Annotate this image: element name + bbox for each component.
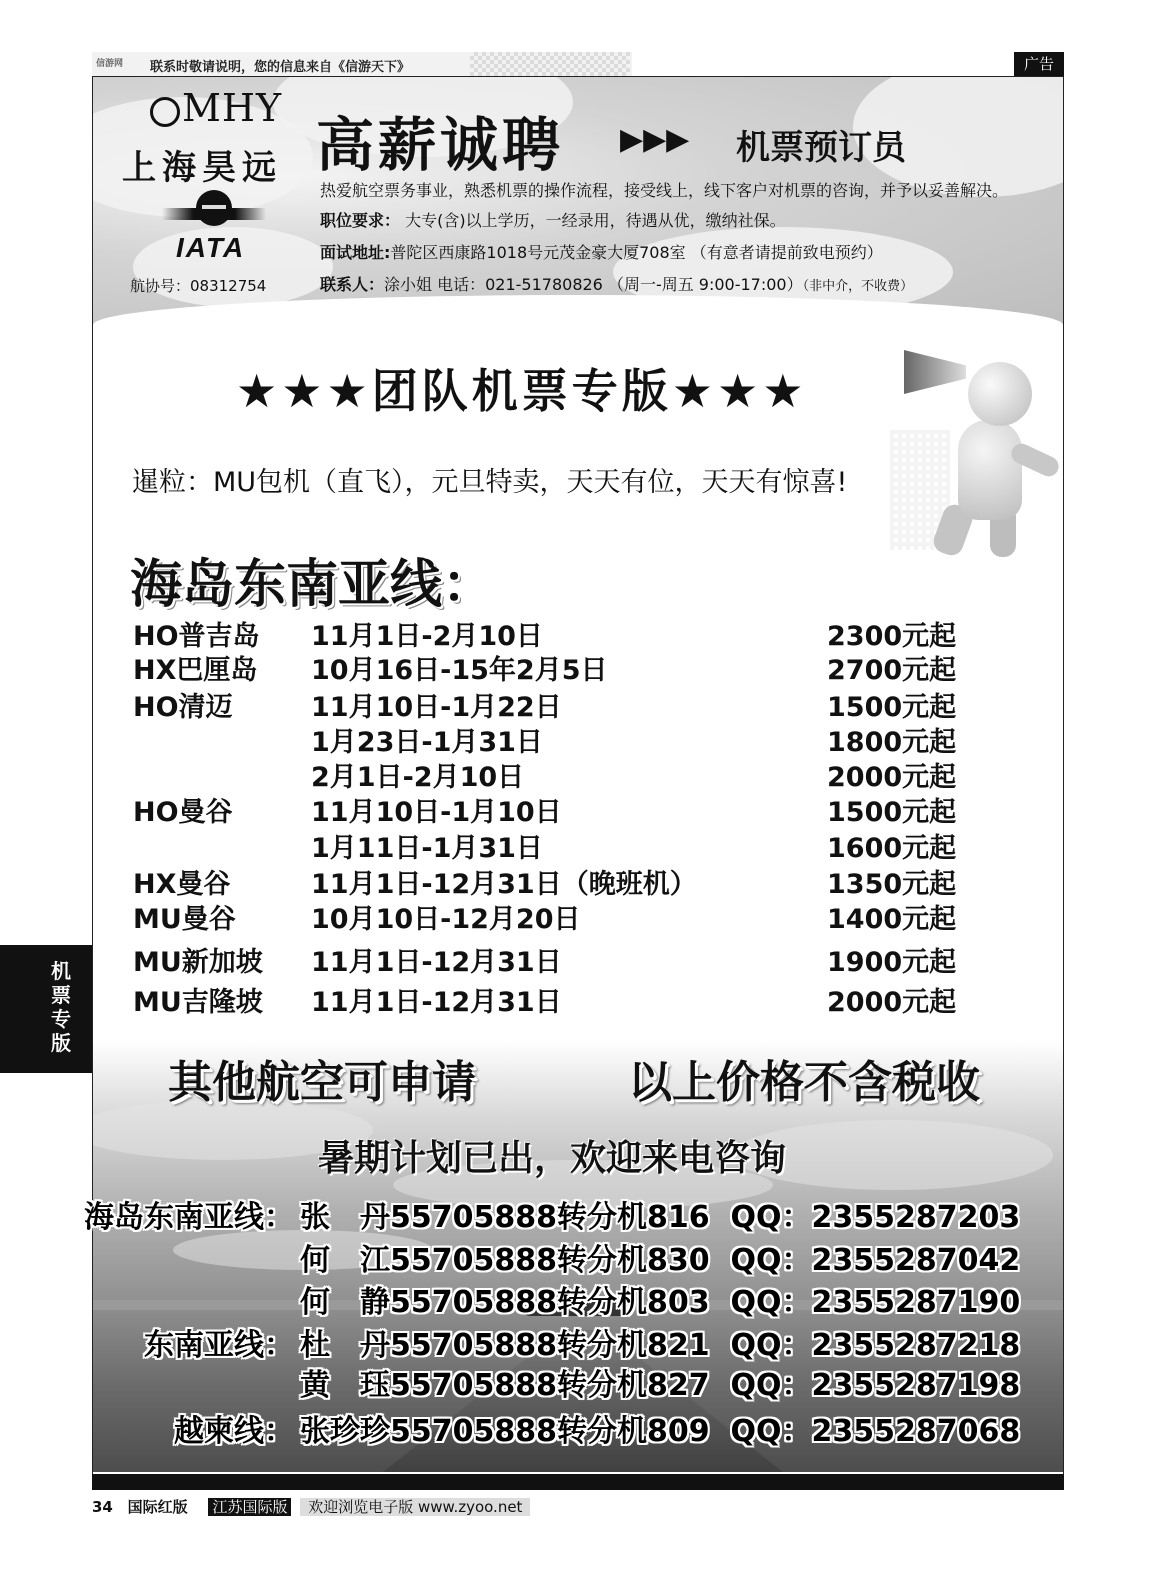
ad-tag: 广告 bbox=[1014, 52, 1064, 76]
hiring-description: 热爱航空票务事业，熟悉机票的操作流程，接受线上，线下客户对机票的咨询，并予以妥善解决。 bbox=[320, 181, 1009, 200]
route-row: 2月1日-2月10日 2000元起 bbox=[311, 762, 957, 793]
hiring-title: 高薪诚聘 bbox=[316, 111, 565, 179]
header-note: 联系时敬请说明，您的信息来自《信游天下》 bbox=[150, 60, 411, 75]
page-number: 34 bbox=[92, 1498, 113, 1516]
star-icons-left: ★★★ bbox=[236, 364, 372, 418]
section-side-tab: 机票专版 bbox=[0, 945, 92, 1073]
route-row: MU曼谷 10月10日-12月20日 1400元起 bbox=[133, 904, 957, 935]
route-row: HO清迈 11月10日-1月22日 1500元起 bbox=[133, 692, 957, 723]
contact-row: 东南亚线： 杜 丹55705888转分机821 QQ：2355287218 bbox=[144, 1328, 1021, 1363]
hiring-address: 面试地址:普陀区西康路1018号元茂金豪大厦708室 （有意者请提前致电预约） bbox=[320, 243, 883, 262]
siem-reap-tagline: 暹粒：MU包机（直飞），元旦特卖，天天有位，天天有惊喜! bbox=[132, 467, 848, 498]
brand-logo-en: MHY bbox=[150, 86, 282, 130]
hiring-requirements: 职位要求： 大专(含)以上学历，一经录用，待遇从优，缴纳社保。 bbox=[320, 211, 786, 230]
tax-note: 以上价格不含税收 bbox=[628, 1057, 980, 1108]
page-footer bbox=[92, 1496, 530, 1516]
route-row: HX曼谷 11月1日-12月31日（晚班机） 1350元起 bbox=[133, 869, 957, 900]
island-section-title: 海岛东南亚线： bbox=[130, 555, 495, 615]
summer-plan-note: 暑期计划已出，欢迎来电咨询 bbox=[318, 1137, 787, 1179]
edition-name: 国际红版 bbox=[127, 1498, 188, 1516]
contact-row: 黄 珏55705888转分机827 QQ：2355287198 bbox=[300, 1368, 1021, 1403]
association-number: 航协号：08312754 bbox=[130, 277, 267, 295]
route-row: MU吉隆坡 11月1日-12月31日 2000元起 bbox=[133, 987, 957, 1018]
arrows-icon: ▶▶▶ bbox=[620, 122, 690, 157]
bottom-bar bbox=[92, 1474, 1064, 1490]
hiring-contact: 联系人：涂小姐 电话：021-51780826 （周一-周五 9:00-17:00）（非中介，不收费） bbox=[320, 275, 914, 294]
edition-tag: 江苏国际版 bbox=[208, 1498, 291, 1516]
globe-icon bbox=[196, 190, 232, 226]
contact-row: 何 静55705888转分机803 QQ：2355287190 bbox=[300, 1285, 1021, 1320]
other-airlines-note: 其他航空可申请 bbox=[168, 1057, 476, 1108]
contact-row: 何 江55705888转分机830 QQ：2355287042 bbox=[300, 1243, 1021, 1278]
contact-row: 越柬线： 张珍珍55705888转分机809 QQ：2355287068 bbox=[174, 1414, 1021, 1449]
header-pattern bbox=[470, 52, 630, 76]
route-row: 1月11日-1月31日 1600元起 bbox=[311, 833, 957, 864]
route-row: 1月23日-1月31日 1800元起 bbox=[311, 727, 957, 758]
publisher-logo: 信游网 bbox=[96, 59, 124, 69]
route-row: HO普吉岛 11月1日-2月10日 2300元起 bbox=[133, 621, 957, 652]
route-row: HO曼谷 11月10日-1月10日 1500元起 bbox=[133, 797, 957, 828]
iata-logo-text: IATA bbox=[176, 232, 246, 263]
group-ticket-title: ★★★团队机票专版★★★ bbox=[236, 364, 808, 418]
figure-head bbox=[968, 362, 1032, 426]
route-row: HX巴厘岛 10月16日-15年2月5日 2700元起 bbox=[133, 655, 957, 686]
route-row: MU新加坡 11月1日-12月31日 1900元起 bbox=[133, 947, 957, 978]
star-icons-right: ★★★ bbox=[671, 364, 808, 418]
contact-row: 海岛东南亚线： 张 丹55705888转分机816 QQ：2355287203 bbox=[84, 1200, 1021, 1235]
figure-body bbox=[958, 420, 1022, 520]
hiring-role: 机票预订员 bbox=[736, 128, 906, 168]
brand-logo-cn: 上海昊远 bbox=[122, 148, 282, 188]
website-link[interactable]: 欢迎浏览电子版 www.zyoo.net bbox=[300, 1498, 530, 1516]
